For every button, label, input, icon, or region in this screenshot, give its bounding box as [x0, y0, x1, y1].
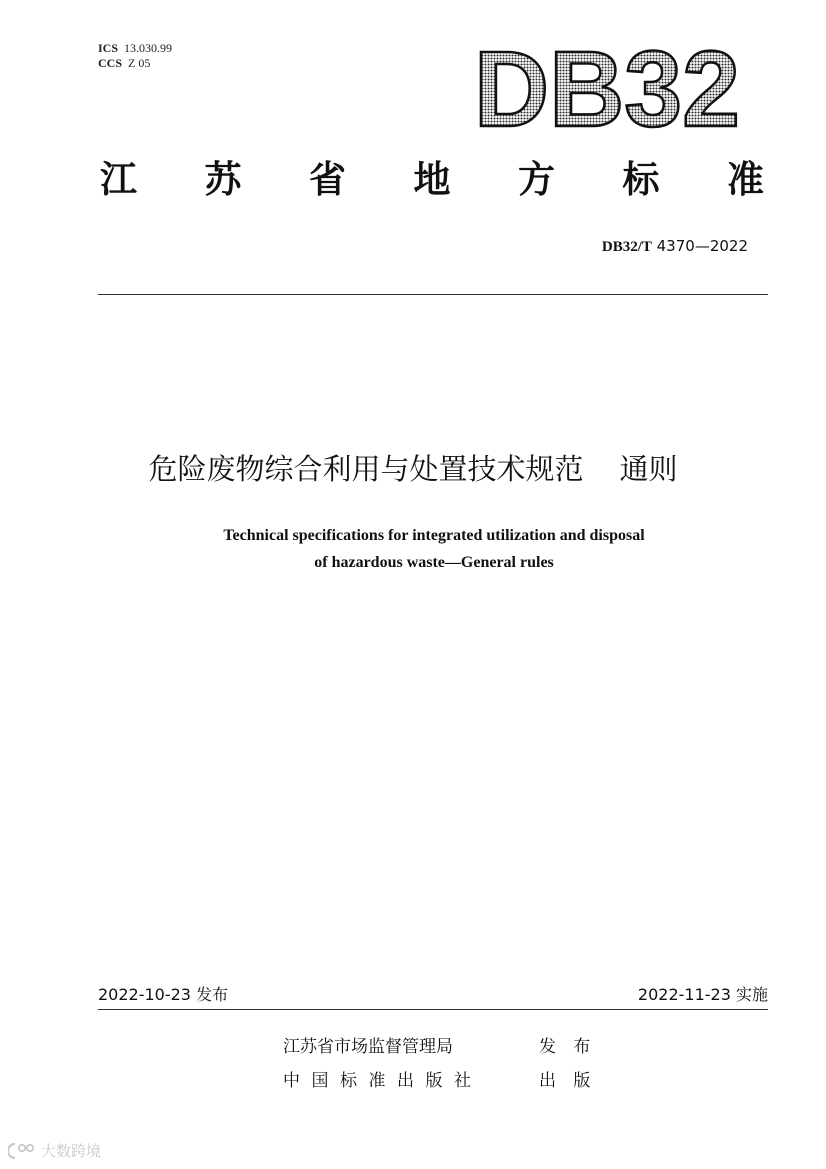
standard-number-rest: 4370—2022	[651, 237, 748, 255]
publisher: 中国标准出版社	[283, 1071, 483, 1091]
ccs-label: CCS	[98, 56, 123, 70]
title-char: 方	[518, 158, 555, 201]
watermark-logo-icon	[8, 1141, 38, 1161]
ccs-value: Z 05	[128, 56, 151, 70]
implementation-date: 2022-11-23 实施	[637, 985, 768, 1004]
bottom-divider	[98, 1009, 768, 1010]
title-char: 准	[727, 158, 764, 201]
issuing-role: 发 布	[539, 1037, 597, 1057]
ics-code	[98, 41, 172, 55]
logo-text: DB32	[474, 36, 740, 136]
document-title-en-line1: Technical specifications for integrated utilization and disposal	[223, 527, 645, 544]
title-char: 省	[309, 158, 346, 201]
issue-date: 2022-10-23 发布	[98, 985, 229, 1004]
watermark-text: 大数跨境	[41, 1142, 102, 1160]
standard-category-title	[100, 155, 764, 205]
top-divider	[98, 294, 768, 295]
publisher-role: 出 版	[539, 1071, 597, 1091]
issuing-authority: 江苏省市场监督管理局	[283, 1037, 453, 1057]
standard-number	[602, 236, 748, 257]
title-char: 江	[100, 158, 137, 201]
watermark	[8, 1141, 101, 1161]
standard-number-prefix: DB32/T	[601, 239, 652, 255]
title-cn-main: 危险废物综合利用与处置技术规范	[148, 452, 584, 486]
title-char: 地	[413, 158, 451, 201]
title-char: 标	[622, 158, 660, 201]
ccs-code	[98, 56, 150, 70]
document-title-en-line2: of hazardous waste—General rules	[314, 554, 554, 571]
ics-value: 13.030.99	[124, 41, 173, 55]
title-char: 苏	[204, 158, 242, 201]
db32-logo	[472, 36, 742, 136]
title-cn-sub: 通则	[619, 452, 678, 486]
document-title-cn	[60, 449, 766, 489]
ics-label: ICS	[98, 41, 119, 55]
